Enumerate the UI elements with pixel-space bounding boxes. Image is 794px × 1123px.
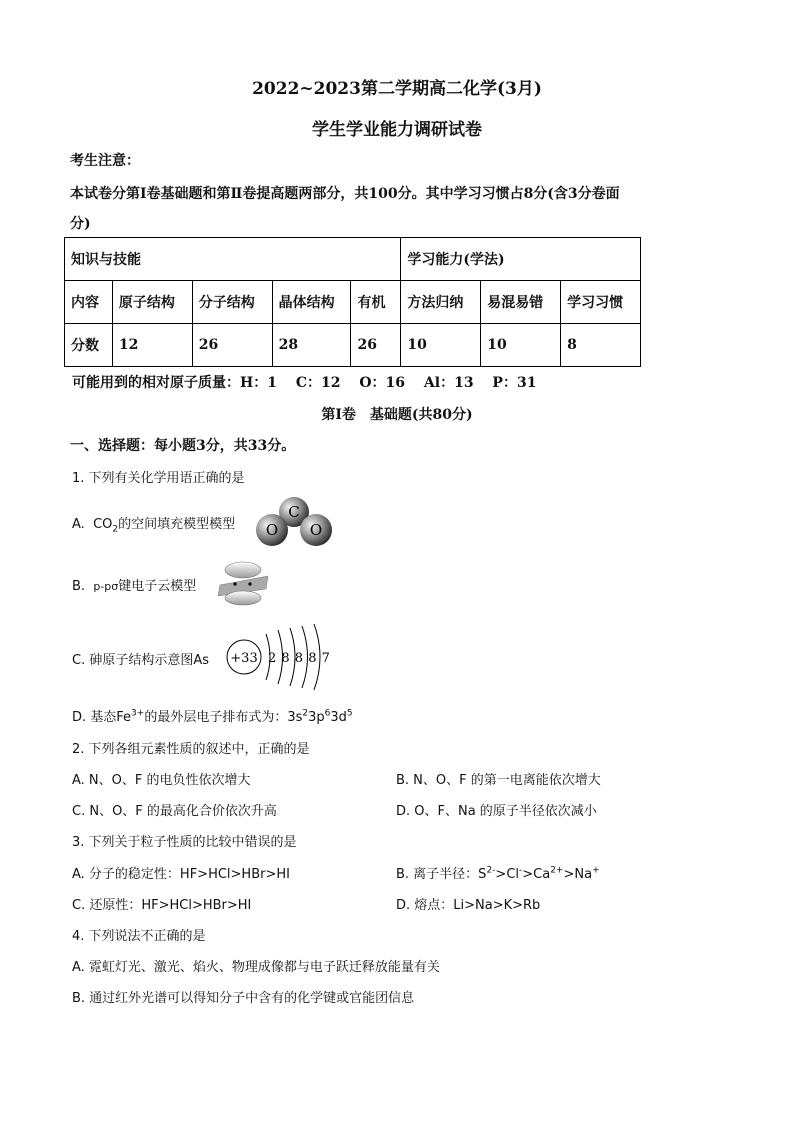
ion-symbol: >Na xyxy=(563,867,593,882)
ion-charge: 2+ xyxy=(550,865,564,876)
row-header-content: 内容 xyxy=(65,281,113,324)
col-header: 方法归纳 xyxy=(401,281,481,324)
formula-subscript: 2 xyxy=(112,524,119,535)
bond-label: p-pσ xyxy=(93,580,119,593)
q1-option-d xyxy=(72,706,353,725)
q4-option-a: A. 霓虹灯光、激光、焰火、物理成像都与电子跃迁释放能量有关 xyxy=(72,960,440,975)
option-text: 的最外层电子排布式为：3s xyxy=(144,710,303,725)
ion-charge: + xyxy=(592,865,600,876)
q1-option-b xyxy=(72,575,196,594)
q4-stem: 4. 下列说法不正确的是 xyxy=(72,929,206,944)
notice-line-2: 分) xyxy=(70,216,91,232)
q3-stem: 3. 下列关于粒子性质的比较中错误的是 xyxy=(72,835,297,850)
group-knowledge-skills: 知识与技能 xyxy=(65,238,401,281)
ion-charge: 2- xyxy=(486,865,496,876)
option-letter: B. xyxy=(72,579,86,594)
electron-count: 6 xyxy=(324,708,331,719)
q1-option-a xyxy=(72,513,235,535)
option-text: 的空间填充模型模型 xyxy=(118,517,236,532)
score-cell: 8 xyxy=(561,324,641,367)
score-table xyxy=(64,237,641,367)
option-text: 键电子云模型 xyxy=(118,579,197,594)
nucleus-charge: +33 xyxy=(230,651,258,666)
formula: CO xyxy=(93,517,113,532)
electron-shell-counts: 2 8 8 8 7 xyxy=(268,651,331,666)
score-cell: 10 xyxy=(481,324,561,367)
notice-line-1: 本试卷分第Ⅰ卷基础题和第Ⅱ卷提高题两部分，共100分。其中学习习惯占8分(含3分卷面 xyxy=(70,186,620,202)
co2-space-filling-model xyxy=(254,496,336,548)
atomic-masses: 可能用到的相对原子质量：H：1 C：12 O：16 Al：13 P：31 xyxy=(72,375,537,391)
q3-option-b xyxy=(396,863,600,882)
q3-option-c: C. 还原性：HF>HCl>HBr>HI xyxy=(72,898,252,913)
score-cell: 12 xyxy=(112,324,192,367)
notice-label: 考生注意： xyxy=(70,153,140,169)
atom-label: C xyxy=(288,503,300,521)
q2-option-c: C. N、O、F 的最高化合价依次升高 xyxy=(72,804,277,819)
option-letter: A. xyxy=(72,517,85,532)
electron-count: 5 xyxy=(346,708,353,719)
ion-symbol: >Ca xyxy=(522,867,551,882)
q2-option-d: D. O、F、Na 的原子半径依次减小 xyxy=(396,804,597,819)
row-header-score: 分数 xyxy=(65,324,113,367)
section-subtitle: 一、选择题：每小题3分，共33分。 xyxy=(70,438,296,454)
arsenic-atomic-structure-diagram xyxy=(222,622,332,692)
q1-option-c: C. 砷原子结构示意图As xyxy=(72,653,210,668)
ion-charge: 3+ xyxy=(131,708,145,719)
col-header: 分子结构 xyxy=(192,281,272,324)
q4-option-b: B. 通过红外光谱可以得知分子中含有的化学键或官能团信息 xyxy=(72,991,415,1006)
atom-label: O xyxy=(309,521,323,539)
ion-symbol: Fe xyxy=(116,710,132,725)
exam-title: 2022~2023第二学期高二化学(3月) xyxy=(252,79,542,99)
q2-option-a: A. N、O、F 的电负性依次增大 xyxy=(72,773,251,788)
atom-label: O xyxy=(265,521,279,539)
q1-stem: 1. 下列有关化学用语正确的是 xyxy=(72,471,245,486)
group-learning-ability: 学习能力(学法) xyxy=(401,238,641,281)
q2-option-b: B. N、O、F 的第一电离能依次增大 xyxy=(396,773,601,788)
col-header: 晶体结构 xyxy=(272,281,351,324)
orbital: 3p xyxy=(308,710,325,725)
ion-symbol: >Cl xyxy=(495,867,520,882)
col-header: 易混易错 xyxy=(481,281,561,324)
col-header: 原子结构 xyxy=(112,281,192,324)
q3-option-d: D. 熔点：Li>Na>K>Rb xyxy=(396,898,541,913)
score-cell: 10 xyxy=(401,324,481,367)
exam-subtitle: 学生学业能力调研试卷 xyxy=(312,120,482,140)
col-header: 有机 xyxy=(351,281,401,324)
option-text: B. 离子半径：S xyxy=(396,867,487,882)
col-header: 学习习惯 xyxy=(561,281,641,324)
score-cell: 26 xyxy=(351,324,401,367)
q2-stem: 2. 下列各组元素性质的叙述中，正确的是 xyxy=(72,742,310,757)
p-p-sigma-electron-cloud-model xyxy=(212,560,274,606)
option-text: D. 基态 xyxy=(72,710,117,725)
score-cell: 28 xyxy=(272,324,351,367)
q3-option-a: A. 分子的稳定性：HF>HCl>HBr>HI xyxy=(72,867,290,882)
electron-count: 2 xyxy=(302,708,309,719)
score-cell: 26 xyxy=(192,324,272,367)
ion-charge: - xyxy=(519,865,523,876)
orbital: 3d xyxy=(330,710,347,725)
section-title: 第Ⅰ卷 基础题(共80分) xyxy=(321,407,473,423)
